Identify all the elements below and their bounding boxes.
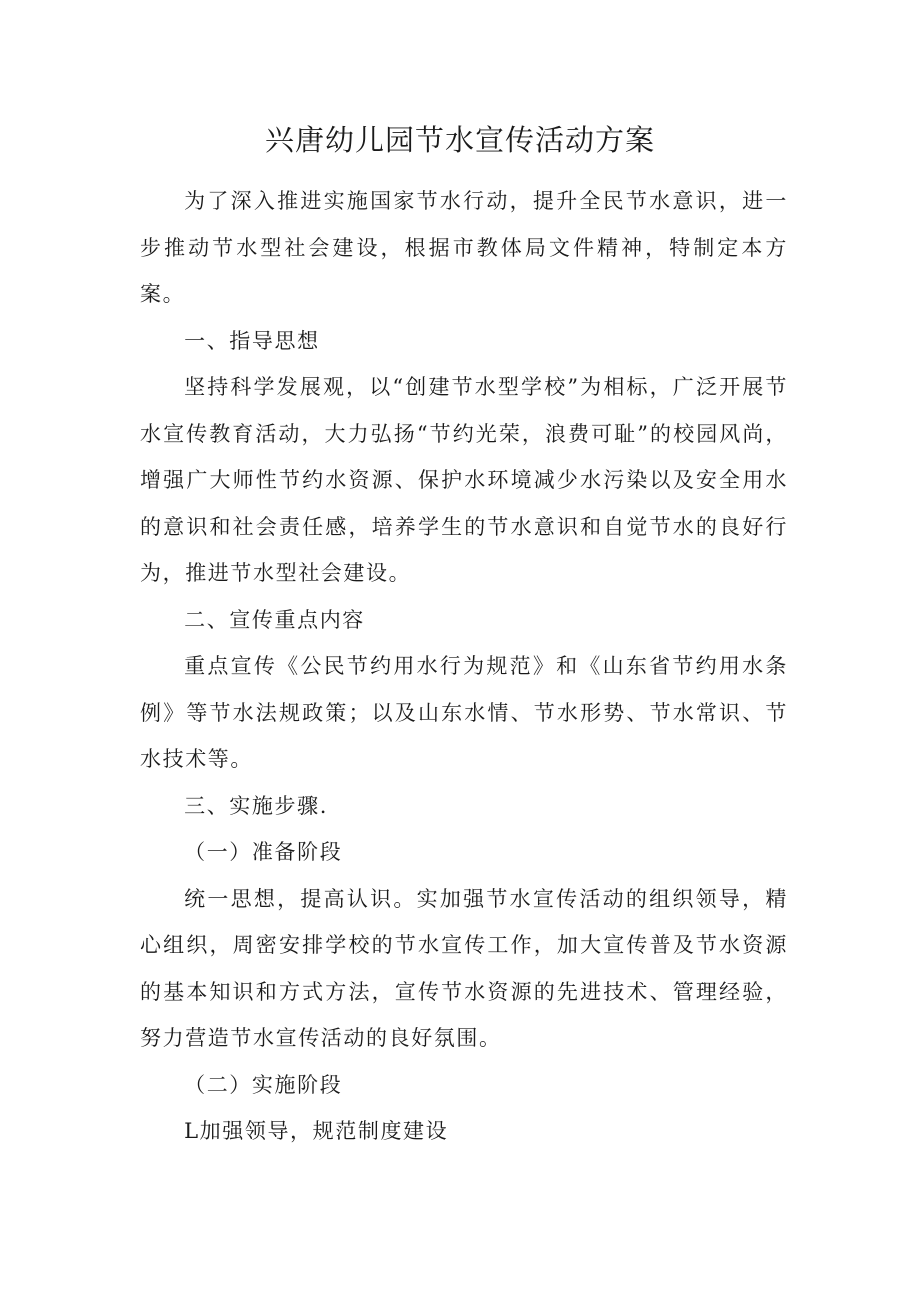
sub-heading-preparation-stage: （一）准备阶段 xyxy=(184,840,343,864)
document-title: 兴唐幼儿园节水宣传活动方案 xyxy=(264,123,655,157)
document-body xyxy=(140,178,788,1155)
section-heading-key-content: 二、宣传重点内容 xyxy=(184,607,365,632)
guiding-ideology-paragraph: 坚持科学发展观，以“创建节水型学校”为相标，广泛开展节水宣传教育活动，大力弘扬“节约光荣，浪费可耻”的校园风尚，增强广大师性节约水资源、保护水环境减少水污染以及安全用水的意识和社会责任感，培养学生的节水意识和自觉节水的良好行为，推进节水型社会建设。 xyxy=(140,375,788,585)
key-content-paragraph: 重点宣传《公民节约用水行为规范》和《山东省节约用水条例》等节水法规政策；以及山东水情、节水形势、节水常识、节水技术等。 xyxy=(140,654,788,771)
implementation-item-1: L加强领导，规范制度建设 xyxy=(184,1119,449,1143)
sub-heading-implementation-stage: （二）实施阶段 xyxy=(184,1072,343,1097)
section-heading-guiding-ideology: 一、指导思想 xyxy=(184,328,320,353)
preparation-stage-paragraph: 统一思想，提高认识。实加强节水宣传活动的组织领导，精心组织，周密安排学校的节水宣传工作，加大宣传普及节水资源的基本知识和方式方法，宣传节水资源的先进技术、管理经验，努力营造节水宣传活动的良好氛围。 xyxy=(140,886,788,1050)
section-heading-implementation-steps: 三、实施步骤. xyxy=(184,793,328,818)
intro-paragraph: 为了深入推进实施国家节水行动，提升全民节水意识，进一步推动节水型社会建设，根据市教体局文件精神，特制定本方案。 xyxy=(140,189,788,306)
